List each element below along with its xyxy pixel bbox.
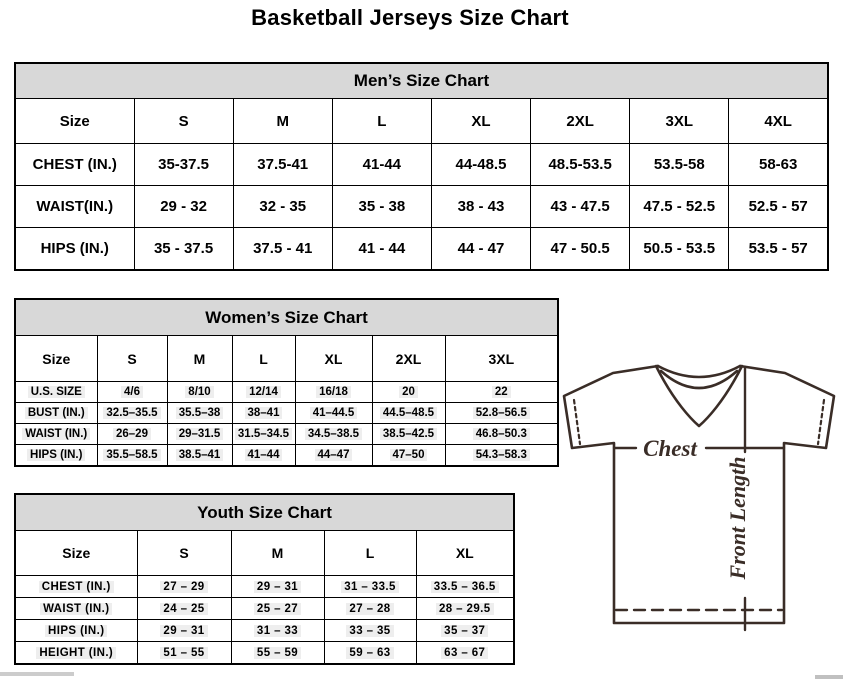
- cell-text: 59 – 63: [346, 647, 393, 659]
- data-cell: [231, 642, 324, 665]
- row-label-text: WAIST (IN.): [40, 603, 112, 615]
- header-row: [15, 336, 558, 382]
- column-header: XL: [431, 99, 530, 144]
- cell-text: 20: [399, 386, 418, 398]
- horizontal-scrollbar-fragment-left[interactable]: [0, 672, 74, 676]
- table-row: [15, 403, 558, 424]
- column-header: S: [97, 336, 167, 382]
- row-label: HIPS (IN.): [15, 228, 134, 271]
- cell-text: 29 – 31: [254, 581, 301, 593]
- data-cell: [167, 403, 232, 424]
- column-header: L: [324, 531, 416, 576]
- column-header: M: [167, 336, 232, 382]
- cell-text: 44–47: [315, 449, 353, 461]
- cell-text: 54.3–58.3: [473, 449, 530, 461]
- jersey-measurement-diagram: [556, 358, 842, 663]
- cell-text: 27 – 29: [160, 581, 207, 593]
- row-label-text: BUST (IN.): [25, 407, 88, 419]
- data-cell: [324, 576, 416, 598]
- youth-chart-title: Youth Size Chart: [15, 494, 514, 531]
- cell-text: 35.5–38: [176, 407, 224, 419]
- table-row: [15, 445, 558, 467]
- data-cell: [232, 403, 295, 424]
- row-label-text: CHEST (IN.): [39, 581, 114, 593]
- page-title: Basketball Jerseys Size Chart: [251, 5, 569, 30]
- data-cell: [137, 576, 231, 598]
- womens-size-chart-table: [14, 298, 559, 467]
- table-row: [15, 424, 558, 445]
- table-row: [15, 642, 514, 665]
- data-cell: 41 - 44: [332, 228, 431, 271]
- data-cell: [445, 403, 558, 424]
- data-cell: [416, 642, 514, 665]
- cell-text: 38.5–42.5: [380, 428, 437, 440]
- row-label: CHEST (IN.): [15, 144, 134, 186]
- data-cell: [372, 424, 445, 445]
- cell-text: 41–44: [245, 449, 283, 461]
- data-cell: [232, 445, 295, 467]
- data-cell: 32 - 35: [233, 186, 332, 228]
- data-cell: [324, 598, 416, 620]
- data-cell: [231, 620, 324, 642]
- data-cell: [97, 424, 167, 445]
- cell-text: 12/14: [246, 386, 281, 398]
- row-label: [15, 382, 97, 403]
- data-cell: [445, 382, 558, 403]
- mens-chart-title: Men’s Size Chart: [15, 63, 828, 99]
- row-label: [15, 424, 97, 445]
- data-cell: [231, 576, 324, 598]
- data-cell: 37.5-41: [233, 144, 332, 186]
- data-cell: 37.5 - 41: [233, 228, 332, 271]
- table-row: [15, 576, 514, 598]
- cell-text: 4/6: [121, 386, 143, 398]
- data-cell: [324, 620, 416, 642]
- data-cell: 50.5 - 53.5: [630, 228, 729, 271]
- data-cell: 41-44: [332, 144, 431, 186]
- data-cell: [232, 382, 295, 403]
- cell-text: 28 – 29.5: [436, 603, 494, 615]
- jersey-illustration: [556, 358, 842, 663]
- cell-text: 27 – 28: [346, 603, 393, 615]
- cell-text: 31 – 33: [254, 625, 301, 637]
- data-cell: [97, 382, 167, 403]
- data-cell: [416, 598, 514, 620]
- data-cell: [167, 424, 232, 445]
- data-cell: [167, 445, 232, 467]
- table-band-row: [15, 494, 514, 531]
- data-cell: [416, 576, 514, 598]
- column-header: Size: [15, 99, 134, 144]
- data-cell: 47 - 50.5: [531, 228, 630, 271]
- cell-text: 29–31.5: [176, 428, 224, 440]
- front-length-label: Front Length: [725, 456, 750, 580]
- cell-text: 38–41: [245, 407, 283, 419]
- data-cell: 47.5 - 52.5: [630, 186, 729, 228]
- data-cell: 58-63: [729, 144, 828, 186]
- row-label: [15, 445, 97, 467]
- data-cell: 29 - 32: [134, 186, 233, 228]
- data-cell: [295, 403, 372, 424]
- row-label: [15, 642, 137, 665]
- data-cell: [137, 642, 231, 665]
- table-row: [15, 598, 514, 620]
- row-label-text: HEIGHT (IN.): [36, 647, 116, 659]
- cell-text: 25 – 27: [254, 603, 301, 615]
- data-cell: [324, 642, 416, 665]
- table-row: [15, 228, 828, 271]
- data-cell: 52.5 - 57: [729, 186, 828, 228]
- table-row: [15, 186, 828, 228]
- cell-text: 34.5–38.5: [305, 428, 362, 440]
- cell-text: 32.5–35.5: [103, 407, 160, 419]
- cell-text: 51 – 55: [160, 647, 207, 659]
- column-header: XL: [416, 531, 514, 576]
- row-label: [15, 620, 137, 642]
- table-row: [15, 382, 558, 403]
- table-band-row: [15, 299, 558, 336]
- data-cell: [416, 620, 514, 642]
- cell-text: 38.5–41: [176, 449, 224, 461]
- mens-size-chart-table: [14, 62, 829, 271]
- data-cell: [231, 598, 324, 620]
- row-label-text: WAIST (IN.): [22, 428, 90, 440]
- row-label: [15, 403, 97, 424]
- cell-text: 47–50: [390, 449, 428, 461]
- column-header: S: [137, 531, 231, 576]
- data-cell: [295, 445, 372, 467]
- data-cell: [445, 424, 558, 445]
- cell-text: 41–44.5: [310, 407, 358, 419]
- cell-text: 63 – 67: [441, 647, 488, 659]
- data-cell: 35 - 38: [332, 186, 431, 228]
- cell-text: 44.5–48.5: [380, 407, 437, 419]
- column-header: S: [134, 99, 233, 144]
- cell-text: 33 – 35: [346, 625, 393, 637]
- column-header: L: [332, 99, 431, 144]
- data-cell: 53.5-58: [630, 144, 729, 186]
- jersey-outline: [564, 366, 834, 623]
- data-cell: [232, 424, 295, 445]
- data-cell: 35-37.5: [134, 144, 233, 186]
- data-cell: 38 - 43: [431, 186, 530, 228]
- data-cell: [97, 403, 167, 424]
- row-label-text: HIPS (IN.): [27, 449, 85, 461]
- cell-text: 16/18: [316, 386, 351, 398]
- data-cell: [372, 403, 445, 424]
- row-label-text: U.S. SIZE: [28, 386, 85, 398]
- table-row: [15, 144, 828, 186]
- row-label: [15, 576, 137, 598]
- horizontal-scrollbar-fragment-right[interactable]: [815, 675, 843, 679]
- data-cell: [372, 382, 445, 403]
- column-header: Size: [15, 336, 97, 382]
- header-row: [15, 99, 828, 144]
- header-row: [15, 531, 514, 576]
- table-row: [15, 620, 514, 642]
- column-header: 3XL: [445, 336, 558, 382]
- data-cell: [372, 445, 445, 467]
- data-cell: 44 - 47: [431, 228, 530, 271]
- cell-text: 31.5–34.5: [235, 428, 292, 440]
- column-header: 2XL: [372, 336, 445, 382]
- cell-text: 35.5–58.5: [103, 449, 160, 461]
- data-cell: [137, 598, 231, 620]
- column-header: XL: [295, 336, 372, 382]
- column-header: 2XL: [531, 99, 630, 144]
- data-cell: [167, 382, 232, 403]
- data-cell: [295, 382, 372, 403]
- womens-chart-title: Women’s Size Chart: [15, 299, 558, 336]
- table-band-row: [15, 63, 828, 99]
- column-header: L: [232, 336, 295, 382]
- youth-size-chart-table: [14, 493, 515, 665]
- column-header: M: [233, 99, 332, 144]
- data-cell: 53.5 - 57: [729, 228, 828, 271]
- column-header: 4XL: [729, 99, 828, 144]
- cell-text: 52.8–56.5: [473, 407, 530, 419]
- row-label-text: HIPS (IN.): [45, 625, 107, 637]
- data-cell: 43 - 47.5: [531, 186, 630, 228]
- row-label: [15, 598, 137, 620]
- cell-text: 35 – 37: [441, 625, 488, 637]
- cell-text: 31 – 33.5: [341, 581, 399, 593]
- column-header: Size: [15, 531, 137, 576]
- cell-text: 8/10: [185, 386, 213, 398]
- cell-text: 46.8–50.3: [473, 428, 530, 440]
- data-cell: [445, 445, 558, 467]
- column-header: 3XL: [630, 99, 729, 144]
- data-cell: 48.5-53.5: [531, 144, 630, 186]
- data-cell: 35 - 37.5: [134, 228, 233, 271]
- row-label: WAIST(IN.): [15, 186, 134, 228]
- data-cell: [137, 620, 231, 642]
- cell-text: 55 – 59: [254, 647, 301, 659]
- data-cell: [97, 445, 167, 467]
- cell-text: 26–29: [113, 428, 151, 440]
- cell-text: 29 – 31: [160, 625, 207, 637]
- cell-text: 33.5 – 36.5: [431, 581, 499, 593]
- data-cell: 44-48.5: [431, 144, 530, 186]
- chest-label: Chest: [643, 436, 697, 461]
- cell-text: 22: [492, 386, 511, 398]
- data-cell: [295, 424, 372, 445]
- cell-text: 24 – 25: [160, 603, 207, 615]
- column-header: M: [231, 531, 324, 576]
